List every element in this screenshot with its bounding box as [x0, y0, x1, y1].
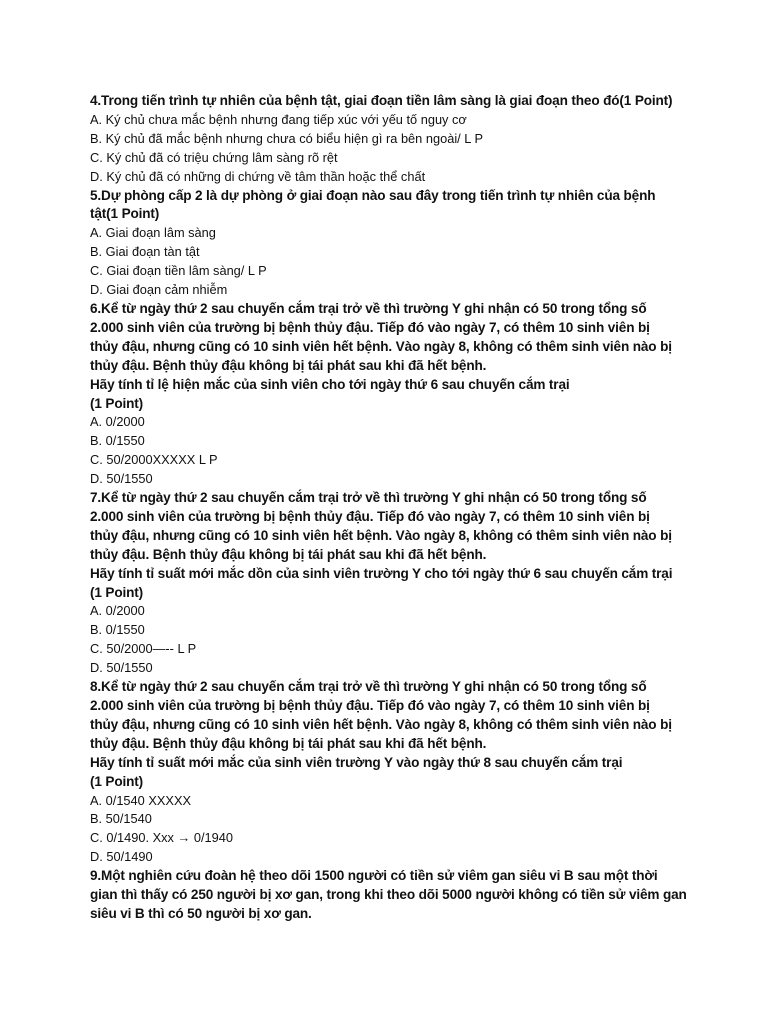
question-text: 4.Trong tiến trình tự nhiên của bệnh tật, giai đoạn tiền lâm sàng là giai đoạn theo đó(1 Point) [90, 93, 673, 108]
answer-option-d: D. Ký chủ đã có những di chứng về tâm thần hoặc thể chất [90, 168, 426, 184]
answer-option-c: C. 0/1490. Xxx → 0/1940 [90, 830, 233, 846]
question-text: Hãy tính tỉ suất mới mắc dồn của sinh viên trường Y cho tới ngày thứ 6 sau chuyến cắm trại [90, 565, 673, 581]
answer-option-c: C. 50/2000XXXXX L P [90, 452, 218, 468]
question-text: 6.Kể từ ngày thứ 2 sau chuyến cắm trại trở về thì trường Y ghi nhận có 50 trong tổng số [90, 300, 647, 316]
answer-option-a: A. Giai đoạn lâm sàng [90, 225, 216, 241]
answer-option-a: A. 0/2000 [90, 603, 145, 619]
question-text: 9.Một nghiên cứu đoàn hệ theo dõi 1500 người có tiền sử viêm gan siêu vi B sau một thời [90, 868, 658, 884]
question-points: (1 Point) [90, 773, 144, 789]
answer-option-a: A. 0/2000 [90, 414, 145, 430]
question-9 [90, 867, 690, 924]
answer-option-d: D. 50/1550 [90, 471, 153, 487]
question-points: (1 Point) [90, 395, 144, 411]
question-text: 2.000 sinh viên của trường bị bệnh thủy đậu. Tiếp đó vào ngày 7, có thêm 10 sinh viên bị [90, 698, 650, 713]
answer-option-c: C. Ký chủ đã có triệu chứng lâm sàng rõ rệt [90, 149, 338, 165]
answer-option-a: A. Ký chủ chưa mắc bệnh nhưng đang tiếp xúc với yếu tố nguy cơ [90, 111, 467, 127]
question-text: thủy đậu, nhưng cũng có 10 sinh viên hết bệnh. Vào ngày 8, không có thêm sinh viên nào bị [90, 527, 672, 543]
answer-option-c: C. 50/2000—-- L P [90, 641, 197, 657]
question-text: 8.Kể từ ngày thứ 2 sau chuyến cắm trại trở về thì trường Y ghi nhận có 50 trong tổng số [90, 679, 647, 695]
question-text: Hãy tính tỉ lệ hiện mắc của sinh viên cho tới ngày thứ 6 sau chuyến cắm trại [90, 376, 570, 392]
question-text: siêu vi B thì có 50 người bị xơ gan. [90, 905, 312, 921]
answer-option-d: D. 50/1490 [90, 849, 153, 865]
document-page [90, 92, 690, 924]
question-text: 7.Kể từ ngày thứ 2 sau chuyến cắm trại trở về thì trường Y ghi nhận có 50 trong tổng số [90, 490, 647, 506]
answer-option-b: B. 0/1550 [90, 433, 145, 449]
question-text: thủy đậu, nhưng cũng có 10 sinh viên hết bệnh. Vào ngày 8, không có thêm sinh viên nào bị [90, 716, 672, 732]
answer-option-d: D. 50/1550 [90, 660, 153, 676]
question-6 [90, 300, 690, 489]
question-text: tật(1 Point) [90, 206, 160, 222]
answer-option-b: B. Giai đoạn tàn tật [90, 244, 200, 260]
question-8 [90, 678, 690, 867]
answer-option-b: B. 0/1550 [90, 622, 145, 638]
question-points: (1 Point) [90, 584, 144, 600]
question-text: thủy đậu. Bệnh thủy đậu không bị tái phát sau khi đã hết bệnh. [90, 735, 487, 751]
question-4 [90, 92, 690, 187]
question-text: Hãy tính tỉ suất mới mắc của sinh viên trường Y vào ngày thứ 8 sau chuyến cắm trại [90, 754, 623, 770]
question-text: 2.000 sinh viên của trường bị bệnh thủy đậu. Tiếp đó vào ngày 7, có thêm 10 sinh viên bị [90, 508, 650, 524]
question-text: 5.Dự phòng cấp 2 là dự phòng ở giai đoạn nào sau đây trong tiến trình tự nhiên của bệnh [90, 187, 656, 203]
question-text: thủy đậu. Bệnh thủy đậu không bị tái phát sau khi đã hết bệnh. [90, 357, 487, 373]
answer-option-d: D. Giai đoạn cảm nhiễm [90, 282, 228, 298]
question-5 [90, 187, 690, 300]
answer-option-b: B. 50/1540 [90, 811, 152, 827]
question-text: thủy đậu. Bệnh thủy đậu không bị tái phát sau khi đã hết bệnh. [90, 546, 487, 562]
question-text: gian thì thấy có 250 người bị xơ gan, trong khi theo dõi 5000 người không có tiền sử viêm gan [90, 887, 687, 903]
question-text: 2.000 sinh viên của trường bị bệnh thủy đậu. Tiếp đó vào ngày 7, có thêm 10 sinh viên bị [90, 319, 650, 335]
answer-option-a: A. 0/1540 XXXXX [90, 792, 192, 808]
question-text: thủy đậu, nhưng cũng có 10 sinh viên hết bệnh. Vào ngày 8, không có thêm sinh viên nào bị [90, 338, 672, 354]
question-7 [90, 489, 690, 678]
answer-option-b: B. Ký chủ đã mắc bệnh nhưng chưa có biểu hiện gì ra bên ngoài/ L P [90, 130, 484, 146]
answer-option-c: C. Giai đoạn tiền lâm sàng/ L P [90, 263, 267, 279]
